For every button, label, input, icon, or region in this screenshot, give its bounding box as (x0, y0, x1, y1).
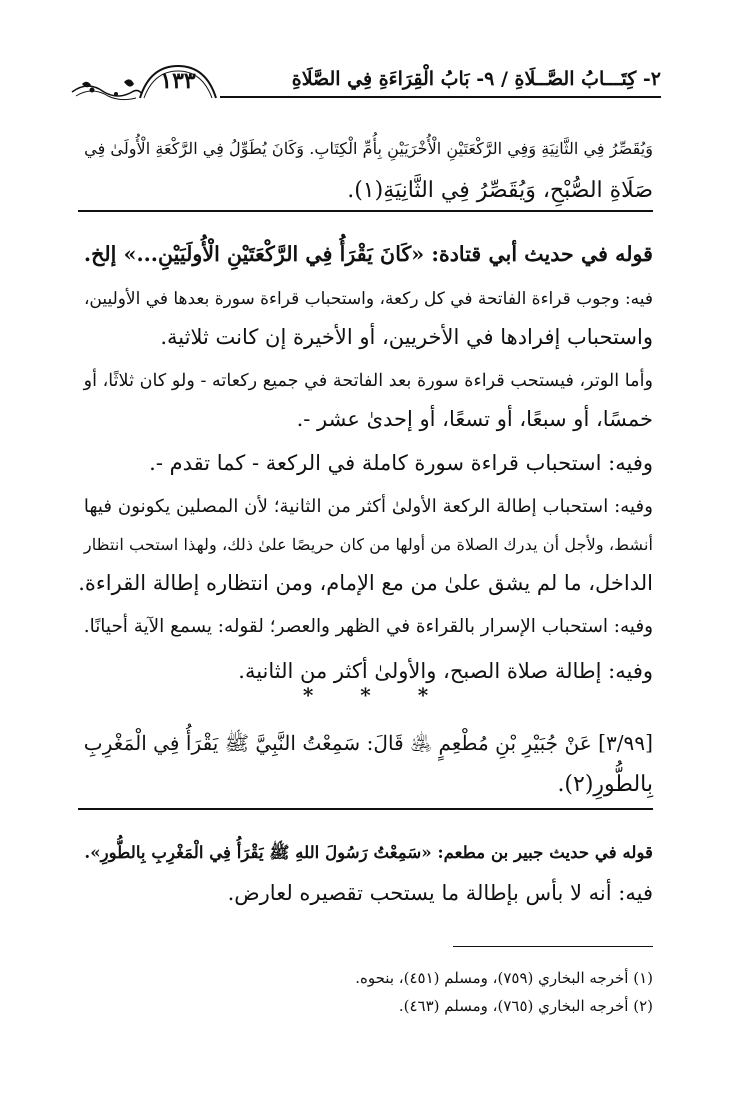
footnote-1: (١) أخرجه البخاري (٧٥٩)، ومسلم (٤٥١)، بنحوه. (355, 969, 653, 987)
hadith-jubayr (78, 722, 653, 806)
hadith-line: صَلَاةِ الصُّبْحِ، وَيُقَصِّرُ فِي الثَّانِيَةِ(١). (347, 178, 653, 203)
commentary-line: الداخل، ما لم يشق علىٰ من مع الإمام، ومن انتظاره إطالة القراءة. (78, 571, 653, 595)
commentary-abu-qatada (78, 232, 653, 690)
running-head: ٢- كِتَـــابُ الصَّــلَاةِ / ٩- بَابُ الْقِرَاءَةِ فِي الصَّلَاةِ (291, 68, 661, 90)
section-separator (78, 210, 653, 212)
hadith-line: بِالطُّورِ(٢). (557, 772, 653, 797)
commentary-line: وفيه: استحباب الإسرار بالقراءة في الظهر والعصر؛ لقوله: يسمع الآية أحيانًا. (83, 616, 653, 637)
page-header (70, 62, 661, 104)
footnotes (78, 964, 653, 1020)
section-separator (78, 808, 653, 810)
header-rule (220, 96, 661, 98)
page-number: ١٣٣ (160, 68, 196, 94)
commentary-line: واستحباب إفرادها في الأخريين، أو الأخيرة إن كانت ثلاثية. (160, 325, 653, 349)
commentary-line: فيه: وجوب قراءة الفاتحة في كل ركعة، واستحباب قراءة سورة بعدها في الأوليين، (83, 289, 653, 309)
commentary-line: وفيه: إطالة صلاة الصبح، والأولىٰ أكثر من الثانية. (238, 659, 653, 683)
hadith-line: [٣/٩٩] عَنْ جُبَيْرِ بْنِ مُطْعِمٍ ﵁ قَالَ: سَمِعْتُ النَّبِيَّ ﷺ يَقْرَأُ فِي الْمَغْرِبِ (83, 731, 653, 755)
footnote-rule (453, 946, 653, 947)
section-divider-stars: * * * (302, 683, 429, 707)
hadith-continuation (78, 128, 653, 212)
commentary-jubayr (78, 830, 653, 912)
commentary-line: فيه: أنه لا بأس بإطالة ما يستحب تقصيره لعارض. (227, 881, 653, 905)
commentary-line: خمسًا، أو سبعًا، أو تسعًا، أو إحدىٰ عشر -. (296, 407, 653, 431)
commentary-line: وفيه: استحباب إطالة الركعة الأولىٰ أكثر من الثانية؛ لأن المصلين يكونون فيها (83, 496, 653, 517)
hadith-line: وَيُقَصِّرُ فِي الثَّانِيَةِ وَفِي الرَّكْعَتَيْنِ الْأُخْرَيَيْنِ بِأُمِّ الْكِتَابِ. وَكَانَ يُطَوِّلُ فِي الرَّكْعَةِ الْأُولَىٰ فِي (84, 139, 653, 158)
commentary-heading: قوله في حديث أبي قتادة: «كَانَ يَقْرَأُ فِي الرَّكْعَتَيْنِ الْأُولَيَيْنِ...» إلخ. (83, 242, 653, 266)
commentary-line: وفيه: استحباب قراءة سورة كاملة في الركعة - كما تقدم -. (149, 451, 653, 475)
footnote-2: (٢) أخرجه البخاري (٧٦٥)، ومسلم (٤٦٣). (398, 997, 653, 1015)
commentary-heading: قوله في حديث جبير بن مطعم: «سَمِعْتُ رَسُولَ اللهِ ﷺ يَقْرَأُ فِي الْمَغْرِبِ بِالطُّورِ». (84, 842, 653, 862)
commentary-line: وأما الوتر، فيستحب قراءة سورة بعد الفاتحة في جميع ركعاته - ولو كان ثلاثًا، أو (83, 371, 653, 391)
commentary-line: أنشط، ولأجل أن يدرك الصلاة من أولها من كان حريصًا علىٰ ذلك، ولهذا استحب انتظار (83, 535, 653, 554)
